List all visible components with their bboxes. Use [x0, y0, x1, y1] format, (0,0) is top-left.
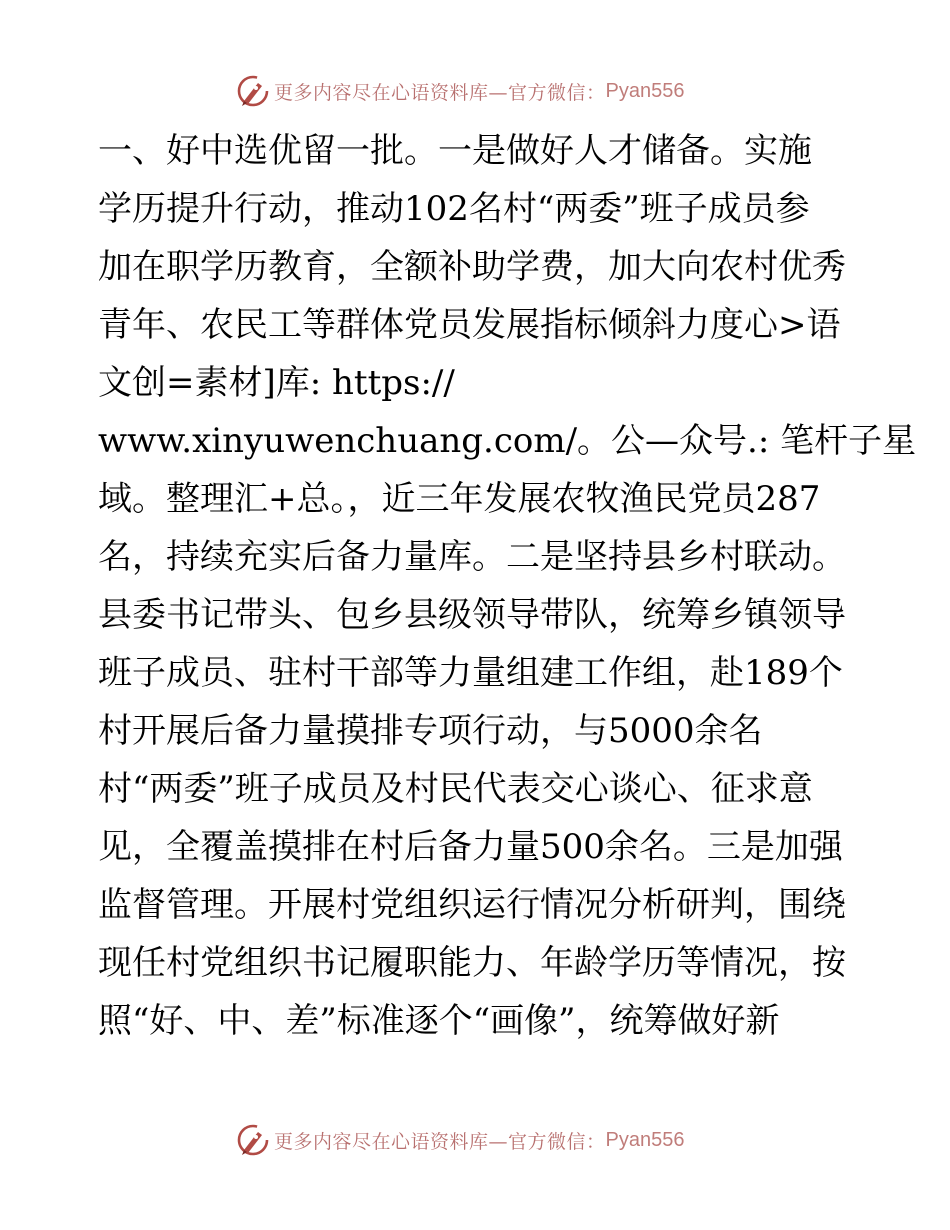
text-line: 现任村党组织书记履职能力、年龄学历等情况，按 — [98, 943, 846, 983]
footer-banner-text: 更多内容尽在心语资料库—官方微信： — [274, 1130, 606, 1153]
text-line: 域。整理汇+总。，近三年发展农牧渔民党员287 — [98, 479, 821, 519]
text-line: www.xinyuwenchuang.com/。公—众号.: 笔杆子星 — [98, 421, 917, 461]
text-line: 见，全覆盖摸排在村后备力量500余名。三是加强 — [98, 827, 843, 867]
header-banner-text: 更多内容尽在心语资料库—官方微信： — [274, 81, 606, 104]
text-line: 一、好中选优留一批。一是做好人才储备。实施 — [98, 131, 812, 171]
footer-banner — [236, 1122, 684, 1158]
text-line: 县委书记带头、包乡县级领导带队，统筹乡镇领导 — [98, 595, 846, 635]
pen-logo-icon — [236, 74, 270, 108]
text-line: 青年、农民工等群体党员发展指标倾斜力度心>语 — [98, 305, 841, 345]
text-line: 村“两委”班子成员及村民代表交心谈心、征求意 — [98, 769, 813, 809]
text-line: 加在职学历教育，全额补助学费，加大向农村优秀 — [98, 247, 846, 287]
header-banner — [236, 73, 684, 109]
text-line: 照“好、中、差”标准逐个“画像”，统筹做好新 — [98, 1001, 780, 1041]
footer-banner-brand: Pyan556 — [605, 1128, 685, 1151]
text-line: 学历提升行动，推动102名村“两委”班子成员参 — [98, 189, 810, 229]
header-banner-brand: Pyan556 — [605, 79, 685, 102]
text-line: 村开展后备力量摸排专项行动，与5000余名 — [98, 711, 763, 751]
pen-logo-icon — [236, 1123, 270, 1157]
text-line: 文创=素材]库: https:// — [98, 363, 455, 403]
text-line: 监督管理。开展村党组织运行情况分析研判，围绕 — [98, 885, 846, 925]
text-line: 班子成员、驻村干部等力量组建工作组，赴189个 — [98, 653, 843, 693]
text-line: 名，持续充实后备力量库。二是坚持县乡村联动。 — [98, 537, 846, 577]
